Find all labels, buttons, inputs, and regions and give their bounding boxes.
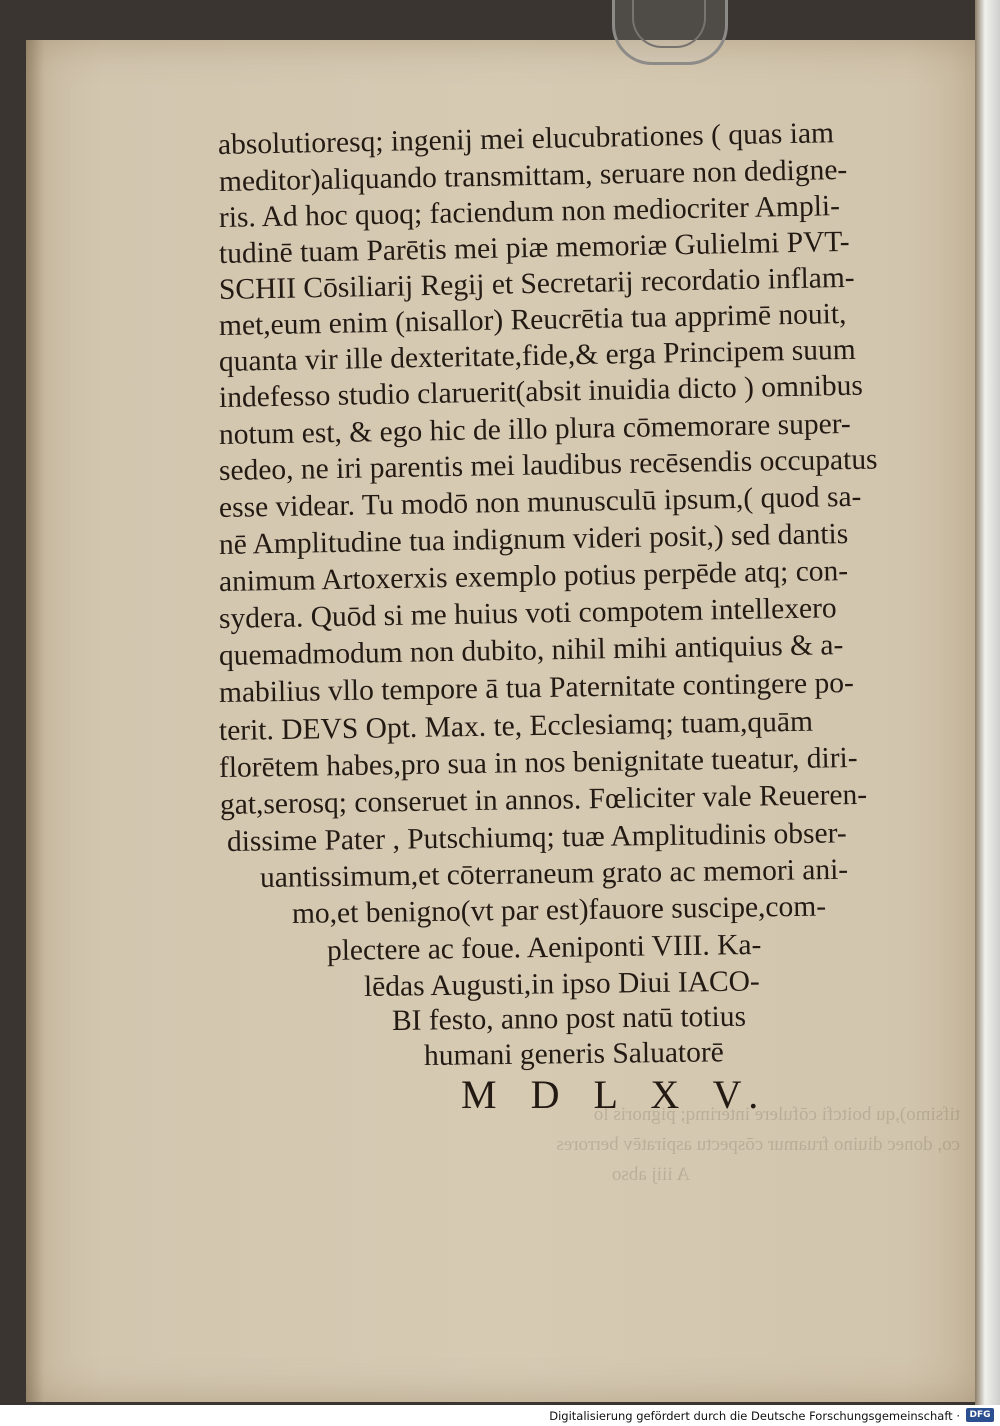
bleed-line: tifsimo),qu boitcfi cōfulere interimq; pignoris lo (593, 1104, 960, 1125)
text-line: dissime Pater , Putschiumq; tuæ Amplitudinis obser- (226, 817, 847, 858)
text-line: gat,serosq; conseruet in annos. Fœliciter vale Reueren- (219, 778, 868, 821)
text-line: esse videar. Tu modō non munusculū ipsum,( quod sa- (218, 480, 862, 524)
text-line: mabilius vllo tempore ā tua Paternitate contingere po- (218, 667, 855, 709)
text-line: florētem habes,pro sua in nos benignitate tueatur, diri- (218, 741, 858, 784)
text-line: nē Amplitudine tua indignum videri posit,) sed dantis (218, 518, 849, 561)
text-line: absolutioresq; ingenij mei elucubrationes ( quas iam (217, 117, 835, 161)
text-line: terit. DEVS Opt. Max. te, Ecclesiamq; tuam,quām (218, 705, 814, 747)
digitization-credit: Digitalisierung gefördert durch die Deutsche Forschungsgemeinschaft · (549, 1409, 960, 1423)
bleed-line: co, donec diuino fruamur cōspectu aspiratēv berrores (556, 1134, 960, 1155)
text-line: animum Artoxerxis exemplo potius perpēde atq; con- (218, 555, 849, 598)
text-line: mo,et benigno(vt par est)fauore suscipe,com- (291, 890, 827, 930)
text-line: indefesso studio claruerit(absit inuidia dicto ) omnibus (218, 369, 864, 414)
footer-bar (0, 1405, 1000, 1426)
year-line: M D L X V. (461, 1072, 771, 1117)
text-line: SCHII Cōsiliarij Regij et Secretarij recordatio inflam- (218, 261, 855, 306)
text-line: ris. Ad hoc quoq; faciendum non mediocriter Ampli- (218, 190, 841, 234)
text-line: tudinē tuam Parētis mei piæ memoriæ Gulielmi PVT- (218, 225, 850, 270)
text-line: BI festo, anno post natū totius (391, 1000, 747, 1037)
text-line: humani generis Saluatorē (423, 1036, 724, 1072)
dfg-logo-icon[interactable]: DFG (966, 1408, 994, 1422)
text-line: lēdas Augusti,in ipso Diui IACO- (363, 965, 760, 1003)
text-line: sydera. Quōd si me huius voti compotem intellexero (218, 592, 837, 635)
text-line: notum est, & ego hic de illo plura cōmemorare super- (218, 407, 852, 451)
bleed-through-text (230, 1100, 960, 1250)
text-line: quemadmodum non dubito, nihil mihi antiquius & a- (218, 629, 844, 672)
text-line: met,eum enim (nisallor) Reucrētia tua apprimē nouit, (218, 297, 847, 342)
bleed-line: A iiij abso (611, 1164, 690, 1185)
text-line: uantissimum,et cōterraneum grato ac memori ani- (259, 853, 849, 894)
text-line: meditor)aliquando transmittam, seruare non dedigne- (218, 153, 848, 198)
text-line: sedeo, ne iri parentis mei laudibus recēsendis occupatus (218, 443, 878, 487)
text-line: plectere ac foue. Aeniponti VIII. Ka- (326, 928, 762, 967)
text-line: quanta vir ille dexteritate,fide,& erga Principem suum (218, 333, 856, 378)
